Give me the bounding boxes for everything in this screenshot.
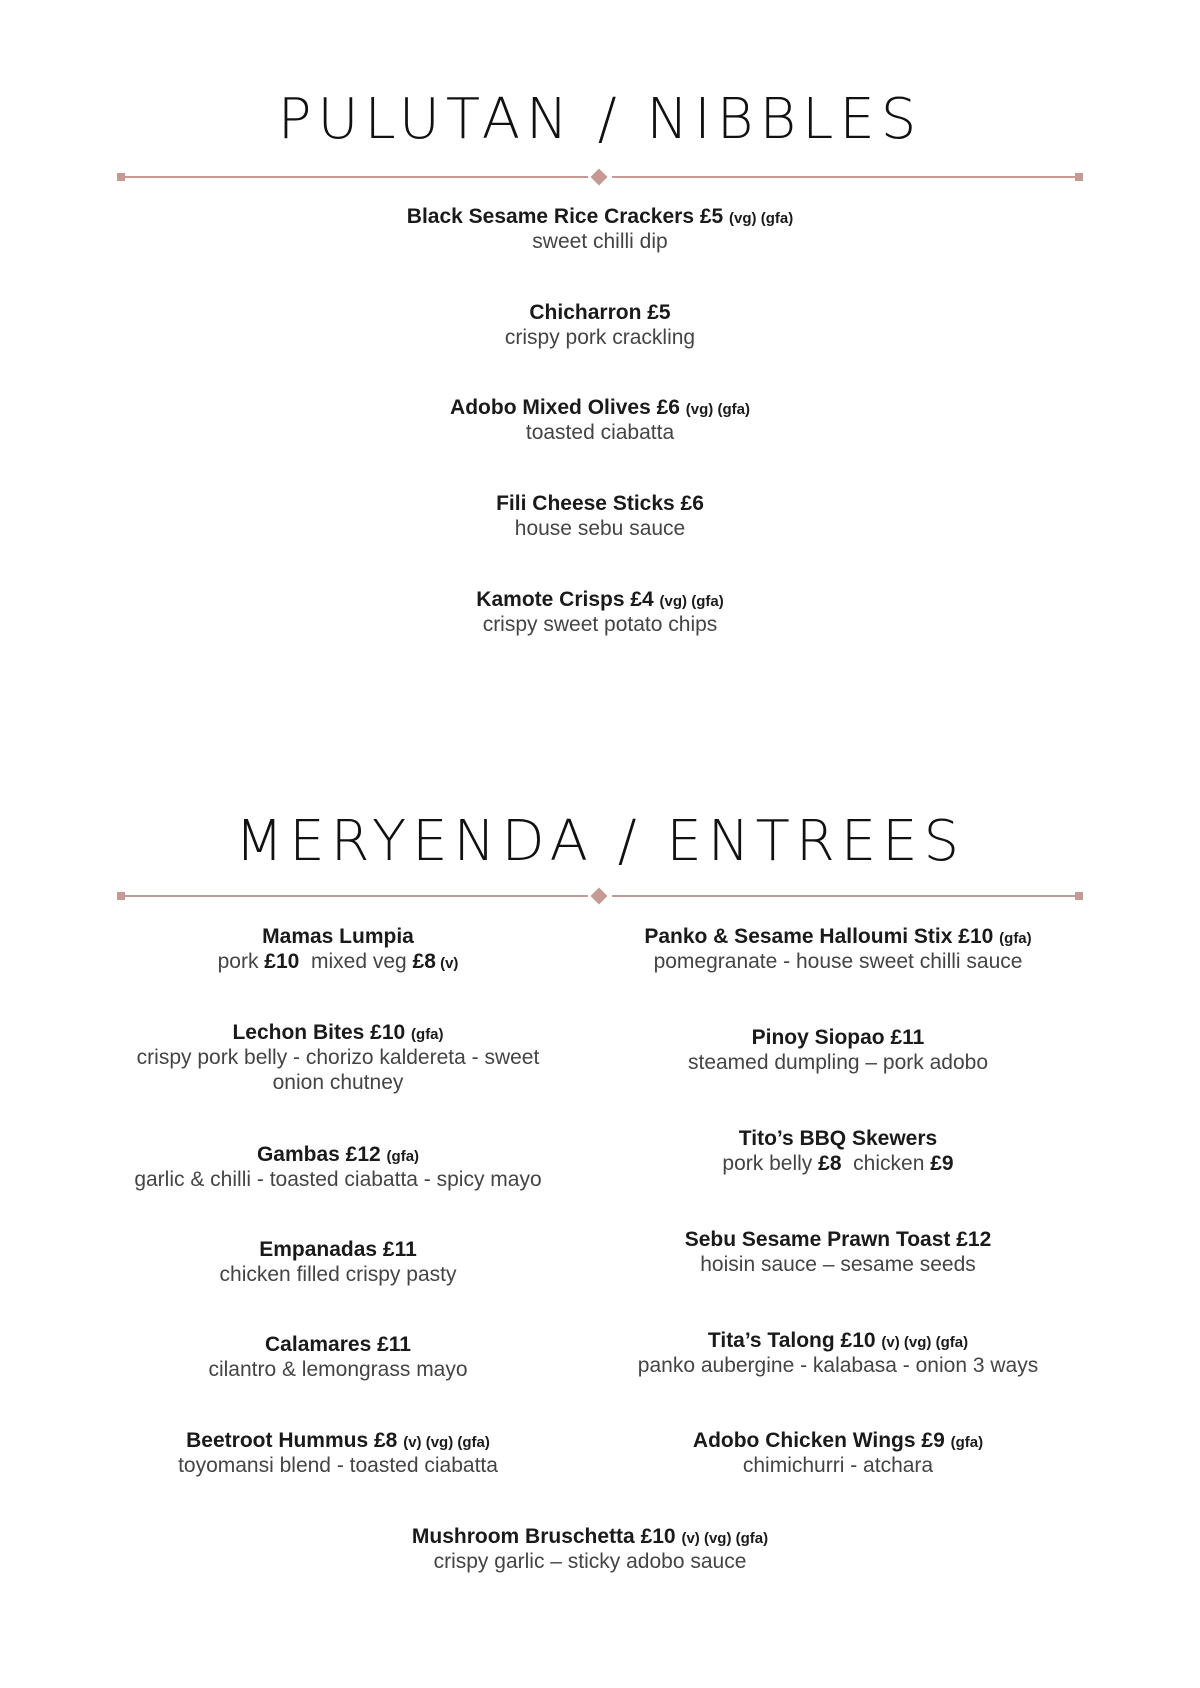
- item-description: house sebu sauce: [514, 517, 686, 541]
- menu-item: [300, 204, 900, 254]
- item-description: garlic & chilli - toasted ciabatta - spicy mayo: [134, 1168, 542, 1192]
- item-name: Mushroom Bruschetta £10 (v) (vg) (gfa): [411, 1525, 769, 1548]
- item-description: cilantro & lemongrass mayo: [208, 1358, 468, 1382]
- item-description: crispy pork belly - chorizo kaldereta - sweet onion chutney: [136, 1046, 540, 1095]
- menu-item: [598, 1227, 1078, 1277]
- item-name: Beetroot Hummus £8 (v) (vg) (gfa): [186, 1429, 490, 1452]
- item-description: crispy sweet potato chips: [482, 613, 718, 637]
- menu-item: [300, 491, 900, 541]
- item-name: Mamas Lumpia: [262, 925, 414, 948]
- menu-item: [598, 1428, 1078, 1478]
- dietary-tags: (v) (vg) (gfa): [681, 1530, 769, 1547]
- menu-item: [100, 1020, 576, 1096]
- item-description: sweet chilli dip: [532, 230, 668, 254]
- menu-item: [100, 1142, 576, 1192]
- item-description: pomegranate - house sweet chilli sauce: [653, 950, 1023, 974]
- item-name: Gambas £12 (gfa): [256, 1143, 420, 1166]
- item-description: toasted ciabatta: [525, 421, 675, 445]
- item-name: Black Sesame Rice Crackers £5 (vg) (gfa): [406, 205, 794, 228]
- item-description: crispy pork crackling: [504, 326, 696, 350]
- item-description: panko aubergine - kalabasa - onion 3 ways: [637, 1354, 1039, 1378]
- item-description: pork £10 mixed veg £8 (v): [217, 950, 459, 974]
- item-name: Adobo Chicken Wings £9 (gfa): [692, 1429, 984, 1452]
- item-name: Panko & Sesame Halloumi Stix £10 (gfa): [644, 925, 1032, 948]
- menu-item: [598, 1025, 1078, 1075]
- dietary-tags: (v) (vg) (gfa): [881, 1334, 969, 1351]
- dietary-tags: (gfa): [386, 1148, 420, 1165]
- item-description: toyomansi blend - toasted ciabatta: [178, 1454, 498, 1478]
- divider-diamond-icon: [591, 888, 608, 905]
- section-title-entrees: MERYENDA / ENTREES: [234, 809, 966, 874]
- dietary-tags: (v) (vg) (gfa): [403, 1434, 490, 1451]
- item-description: hoisin sauce – sesame seeds: [700, 1253, 976, 1277]
- dietary-tags: (gfa): [950, 1434, 984, 1451]
- item-name: Adobo Mixed Olives £6 (vg) (gfa): [450, 396, 750, 419]
- section-divider: [117, 888, 1083, 904]
- item-name: Empanadas £11: [259, 1238, 417, 1261]
- menu-item: [290, 1524, 890, 1574]
- menu-item: [100, 1237, 576, 1287]
- item-name: Kamote Crisps £4 (vg) (gfa): [476, 588, 724, 611]
- item-name: Chicharron £5: [529, 301, 671, 324]
- dietary-tags: (vg) (gfa): [729, 210, 794, 227]
- item-description: steamed dumpling – pork adobo: [687, 1051, 989, 1075]
- item-description: crispy garlic – sticky adobo sauce: [433, 1550, 747, 1574]
- menu-item: [300, 395, 900, 445]
- item-name: Calamares £11: [265, 1333, 411, 1356]
- menu-item: [300, 300, 900, 350]
- item-name: Tita’s Talong £10 (v) (vg) (gfa): [707, 1329, 969, 1352]
- dietary-tags: (gfa): [999, 930, 1032, 947]
- dietary-tags: (vg) (gfa): [685, 401, 750, 418]
- section-title-nibbles: PULUTAN / NIBBLES: [277, 87, 923, 152]
- menu-item: [100, 924, 576, 974]
- menu-item: [100, 1332, 576, 1382]
- item-name: Lechon Bites £10 (gfa): [232, 1021, 444, 1044]
- divider-diamond-icon: [591, 169, 608, 186]
- item-name: Fili Cheese Sticks £6: [496, 492, 704, 515]
- item-description: pork belly £8 chicken £9: [722, 1152, 954, 1176]
- menu-item: [598, 924, 1078, 974]
- menu-item: [598, 1328, 1078, 1378]
- section-divider: [117, 169, 1083, 185]
- item-name: Pinoy Siopao £11: [751, 1026, 925, 1049]
- menu-item: [598, 1126, 1078, 1176]
- item-name: Tito’s BBQ Skewers: [738, 1127, 938, 1150]
- item-name: Sebu Sesame Prawn Toast £12: [684, 1228, 992, 1251]
- menu-item: [300, 587, 900, 637]
- item-description: chicken filled crispy pasty: [219, 1263, 457, 1287]
- dietary-tags: (gfa): [411, 1026, 444, 1043]
- menu-item: [100, 1428, 576, 1478]
- item-description: chimichurri - atchara: [742, 1454, 934, 1478]
- dietary-tags: (vg) (gfa): [659, 593, 724, 610]
